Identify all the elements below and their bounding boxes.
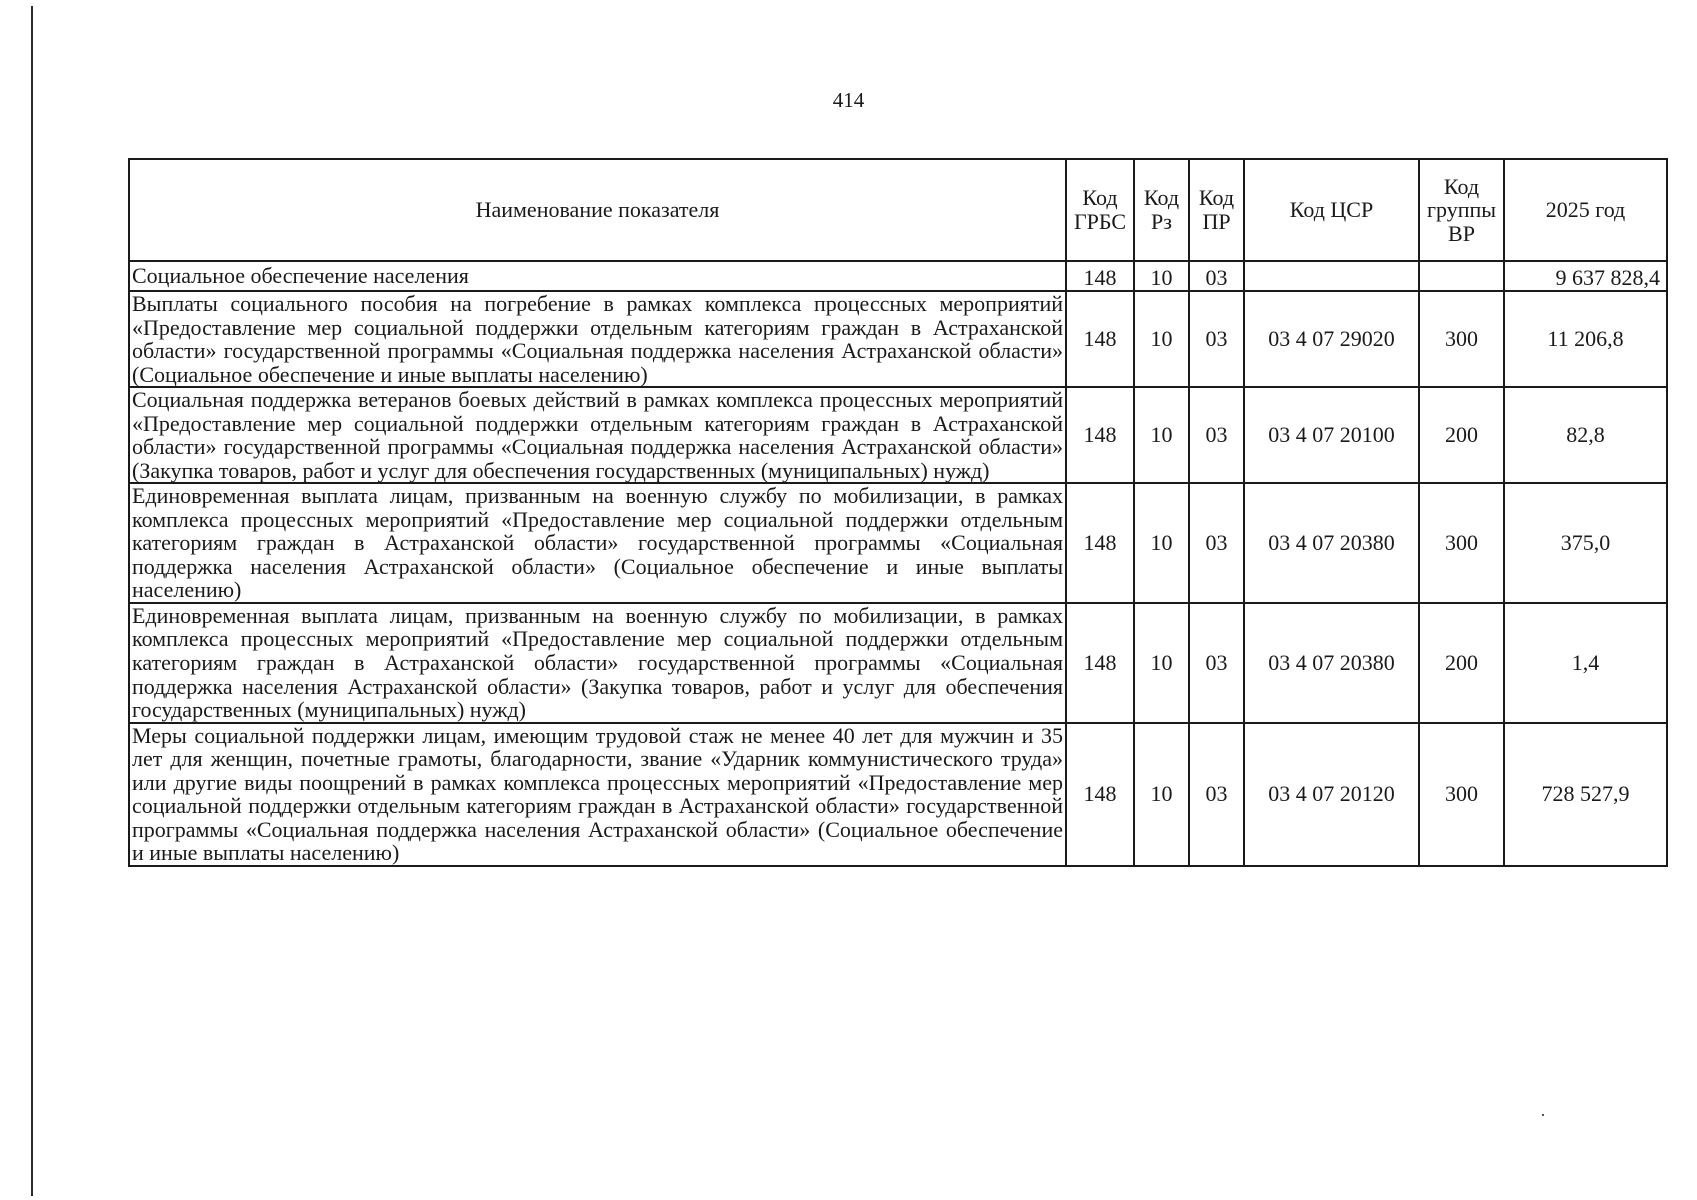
header-csr: Код ЦСР bbox=[1244, 159, 1419, 261]
total-rz: 10 bbox=[1134, 261, 1189, 291]
row-rz: 10 bbox=[1134, 723, 1189, 866]
row-vr: 200 bbox=[1419, 603, 1504, 723]
table-row-total bbox=[129, 261, 1667, 291]
row-vr: 300 bbox=[1419, 291, 1504, 387]
row-amount: 82,8 bbox=[1504, 387, 1667, 483]
row-name: Социальная поддержка ветеранов боевых действий в рамках комплекса процессных мероприятий «Предоставление мер социальной поддержки отдельным категориям граждан в Астраханской области» государственной программы «Социальная поддержка населения Астраханской области» (Закупка товаров, работ и услуг для обеспечения государственных (муниципальных) нужд) bbox=[129, 387, 1066, 483]
total-pr: 03 bbox=[1189, 261, 1244, 291]
row-vr: 200 bbox=[1419, 387, 1504, 483]
row-grbs: 148 bbox=[1066, 291, 1134, 387]
table-header-row bbox=[129, 159, 1667, 261]
row-csr: 03 4 07 20380 bbox=[1244, 483, 1419, 603]
row-pr: 03 bbox=[1189, 291, 1244, 387]
row-name: Единовременная выплата лицам, призванным на военную службу по мобилизации, в рамках комплекса процессных мероприятий «Предоставление мер социальной поддержки отдельным категориям граждан в Астраханской области» государственной программы «Социальная поддержка населения Астраханской области» (Социальное обеспечение и иные выплаты населению) bbox=[129, 483, 1066, 603]
header-name: Наименование показателя bbox=[129, 159, 1066, 261]
row-rz: 10 bbox=[1134, 387, 1189, 483]
table-row bbox=[129, 723, 1667, 866]
header-pr: Код ПР bbox=[1189, 159, 1244, 261]
total-csr bbox=[1244, 261, 1419, 291]
row-rz: 10 bbox=[1134, 603, 1189, 723]
row-pr: 03 bbox=[1189, 387, 1244, 483]
row-pr: 03 bbox=[1189, 603, 1244, 723]
scan-edge-line bbox=[31, 6, 33, 1196]
row-pr: 03 bbox=[1189, 483, 1244, 603]
total-vr bbox=[1419, 261, 1504, 291]
page-number: 414 bbox=[832, 88, 865, 112]
row-rz: 10 bbox=[1134, 483, 1189, 603]
header-grbs: Код ГРБС bbox=[1066, 159, 1134, 261]
total-name: Социальное обеспечение населения bbox=[129, 261, 1066, 291]
total-amount: 9 637 828,4 bbox=[1504, 261, 1667, 291]
row-amount: 728 527,9 bbox=[1504, 723, 1667, 866]
header-vr: Код группы ВР bbox=[1419, 159, 1504, 261]
header-year: 2025 год bbox=[1504, 159, 1667, 261]
row-grbs: 148 bbox=[1066, 603, 1134, 723]
row-grbs: 148 bbox=[1066, 723, 1134, 866]
row-grbs: 148 bbox=[1066, 483, 1134, 603]
row-csr: 03 4 07 20100 bbox=[1244, 387, 1419, 483]
row-grbs: 148 bbox=[1066, 387, 1134, 483]
table-row bbox=[129, 603, 1667, 723]
table-row bbox=[129, 483, 1667, 603]
scan-speck bbox=[1542, 1114, 1544, 1116]
row-amount: 1,4 bbox=[1504, 603, 1667, 723]
row-csr: 03 4 07 20120 bbox=[1244, 723, 1419, 866]
row-rz: 10 bbox=[1134, 291, 1189, 387]
budget-table bbox=[128, 158, 1668, 867]
row-name: Выплаты социального пособия на погребение в рамках комплекса процессных мероприятий «Предоставление мер социальной поддержки отдельным категориям граждан в Астраханской области» государственной программы «Социальная поддержка населения Астраханской области» (Социальное обеспечение и иные выплаты населению) bbox=[129, 291, 1066, 387]
row-amount: 375,0 bbox=[1504, 483, 1667, 603]
table-row bbox=[129, 291, 1667, 387]
row-name: Единовременная выплата лицам, призванным на военную службу по мобилизации, в рамках комплекса процессных мероприятий «Предоставление мер социальной поддержки отдельным категориям граждан в Астраханской области» государственной программы «Социальная поддержка населения Астраханской области» (Закупка товаров, работ и услуг для обеспечения государственных (муниципальных) нужд) bbox=[129, 603, 1066, 723]
row-pr: 03 bbox=[1189, 723, 1244, 866]
row-name: Меры социальной поддержки лицам, имеющим трудовой стаж не менее 40 лет для мужчин и 35 лет для женщин, почетные грамоты, благодарности, звание «Ударник коммунистического труда» или другие виды поощрений в рамках комплекса процессных мероприятий «Предоставление мер социальной поддержки отдельным категориям граждан в Астраханской области» государственной программы «Социальная поддержка населения Астраханской области» (Социальное обеспечение и иные выплаты населению) bbox=[129, 723, 1066, 866]
header-rz: Код Рз bbox=[1134, 159, 1189, 261]
total-grbs: 148 bbox=[1066, 261, 1134, 291]
row-vr: 300 bbox=[1419, 483, 1504, 603]
row-amount: 11 206,8 bbox=[1504, 291, 1667, 387]
row-csr: 03 4 07 20380 bbox=[1244, 603, 1419, 723]
row-csr: 03 4 07 29020 bbox=[1244, 291, 1419, 387]
table-row bbox=[129, 387, 1667, 483]
row-vr: 300 bbox=[1419, 723, 1504, 866]
